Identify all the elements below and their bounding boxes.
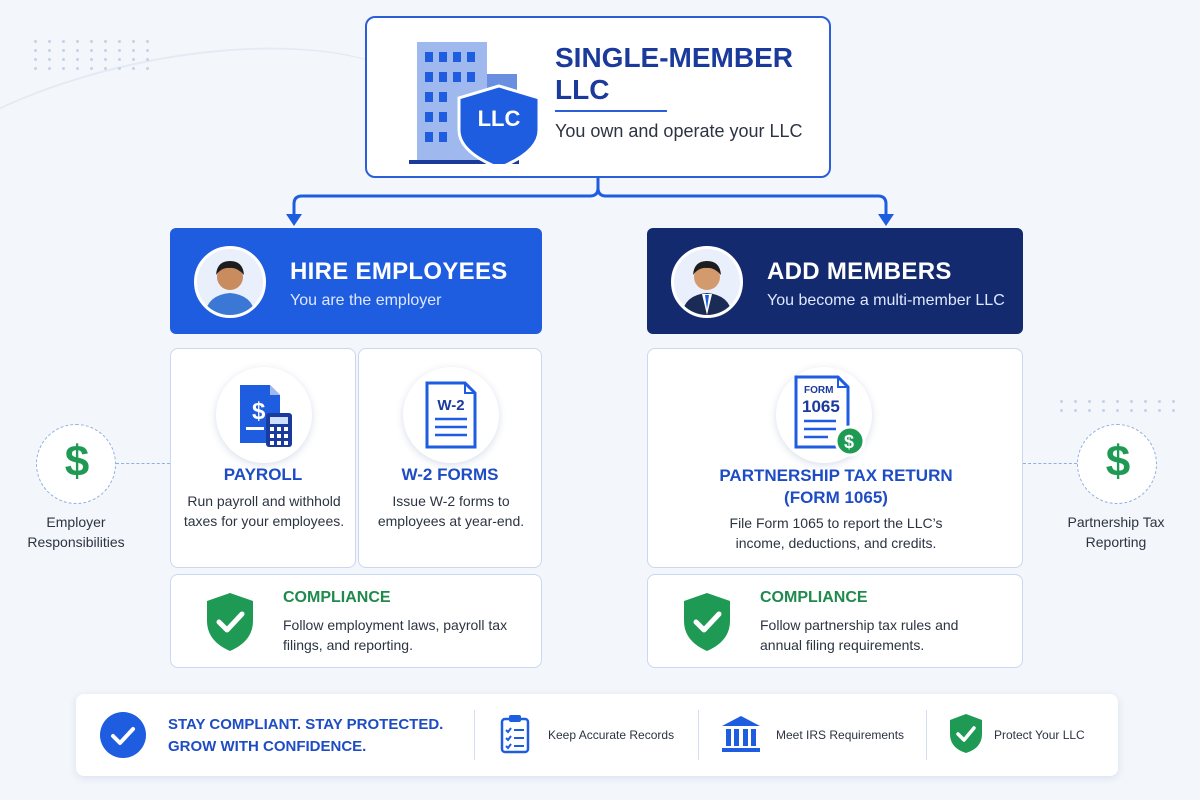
payroll-description: Run payroll and withhold taxes for your employees.: [183, 493, 345, 529]
employer-responsibilities-label: Employer Responsibilities: [27, 514, 125, 550]
partnership-tax-reporting-label: Partnership Tax Reporting: [1067, 514, 1165, 550]
compliance-title: COMPLIANCE: [760, 589, 868, 606]
form-doc-label-small: FORM: [804, 385, 834, 396]
form-doc-label-big: 1065: [802, 397, 840, 416]
divider: [926, 710, 927, 760]
w2-document-icon: [403, 367, 499, 463]
divider: [698, 710, 699, 760]
payroll-card: [170, 348, 356, 568]
w2-title: W-2 FORMS: [401, 465, 499, 484]
partnership-dollar-circle: [1077, 424, 1157, 504]
partnership-compliance-card: [647, 574, 1023, 668]
page-title: SINGLE-MEMBER LLC: [555, 42, 793, 105]
partnership-title: PARTNERSHIP TAX RETURN (FORM 1065): [719, 466, 953, 507]
clipboard-checklist-icon: [500, 714, 530, 754]
hire-employees-subtitle: You are the employer: [290, 292, 442, 309]
bank-building-icon: [720, 714, 762, 754]
svg-text:$: $: [252, 398, 266, 425]
dollar-icon: $: [1105, 437, 1131, 486]
person-avatar-icon: [197, 249, 263, 315]
tagline: STAY COMPLIANT. STAY PROTECTED. GROW WITH CONFIDENCE.: [168, 716, 444, 755]
protect-llc-label: Protect Your LLC: [994, 728, 1085, 742]
irs-requirements-label: Meet IRS Requirements: [776, 728, 905, 742]
form-1065-icon-circle: [776, 367, 872, 463]
w2-description: Issue W-2 forms to employees at year-end.: [377, 493, 525, 529]
employer-dollar-circle: [36, 424, 116, 504]
partnership-description: File Form 1065 to report the LLC’s income, deductions, and credits.: [729, 515, 943, 551]
w2-icon-circle: [403, 367, 499, 463]
payroll-calculator-icon: [216, 367, 312, 463]
divider: [474, 710, 475, 760]
payroll-title: PAYROLL: [223, 465, 303, 484]
svg-text:$: $: [844, 432, 855, 452]
compliance-title: COMPLIANCE: [283, 589, 391, 606]
add-members-title: ADD MEMBERS: [767, 258, 952, 285]
avatar: [194, 246, 266, 318]
compliance-description: Follow employment laws, payroll tax filings, and reporting.: [283, 617, 508, 653]
w2-card: [358, 348, 542, 568]
add-members-header: [647, 228, 1023, 334]
partnership-tax-card: [647, 348, 1023, 568]
check-circle-icon: [100, 712, 146, 758]
employer-compliance-card: [170, 574, 542, 668]
bottom-banner: [76, 694, 1118, 776]
page-subtitle: You own and operate your LLC: [555, 121, 803, 141]
hire-employees-title: HIRE EMPLOYEES: [290, 258, 508, 285]
single-member-llc-box: [365, 16, 831, 178]
side-connector-right: [1023, 463, 1077, 464]
title-rule: [555, 110, 667, 112]
payroll-icon-circle: [216, 367, 312, 463]
llc-badge-text: LLC: [477, 106, 521, 131]
compliance-description: Follow partnership tax rules and annual filing requirements.: [760, 617, 959, 653]
shield-check-icon: [948, 712, 984, 754]
avatar: [671, 246, 743, 318]
shield-check-icon: [682, 591, 732, 653]
w2-doc-label: W-2: [437, 397, 465, 414]
dollar-icon: $: [64, 437, 90, 486]
side-connector-left: [116, 463, 170, 464]
building-shield-icon: [405, 34, 545, 164]
shield-check-icon: [205, 591, 255, 653]
keep-records-label: Keep Accurate Records: [548, 728, 675, 742]
add-members-subtitle: You become a multi-member LLC: [767, 292, 1005, 309]
hire-employees-header: [170, 228, 542, 334]
person-suit-avatar-icon: [674, 249, 740, 315]
